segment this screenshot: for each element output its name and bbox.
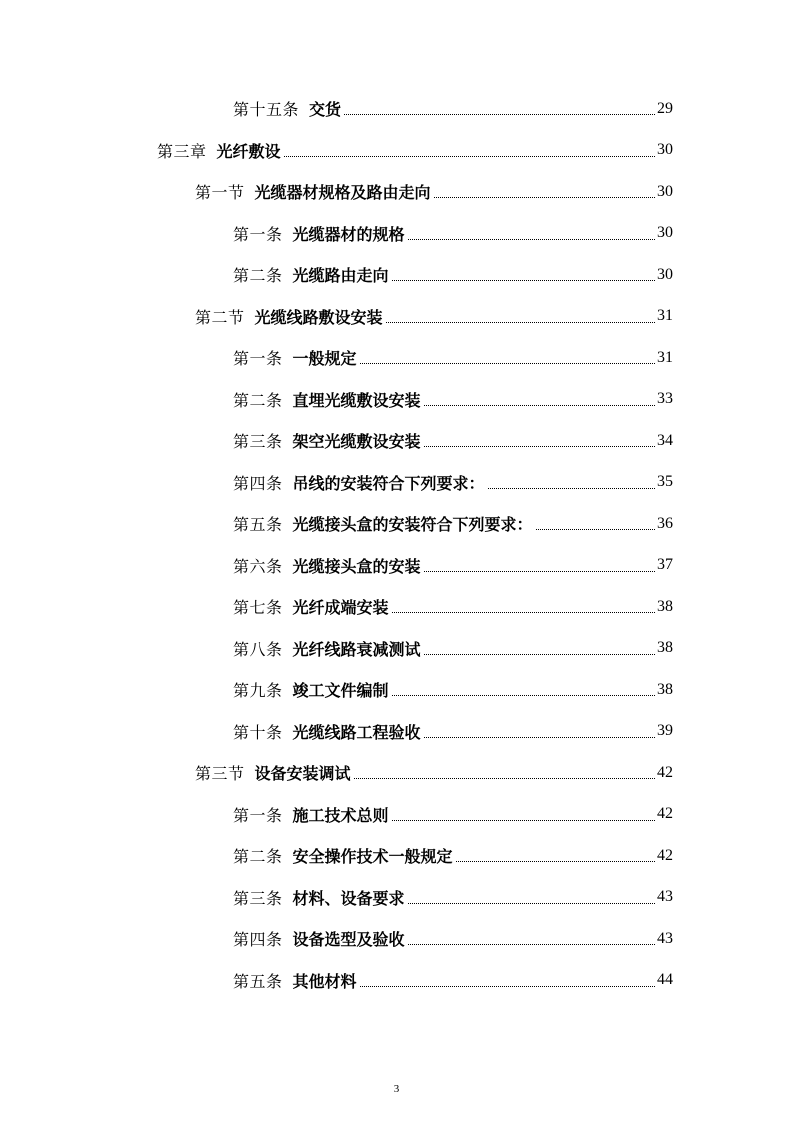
toc-entry-title: 竣工文件编制 (292, 681, 389, 701)
toc-entry[interactable] (0, 296, 793, 338)
toc-entry-number: 第六条 (233, 556, 283, 576)
toc-entry-title: 光缆接头盒的安装 (292, 556, 421, 576)
toc-entry-page: 37 (657, 556, 673, 574)
toc-dot-leader (386, 322, 655, 323)
toc-dot-leader (354, 778, 655, 779)
toc-dot-leader (408, 239, 655, 240)
toc-entry-title: 设备安装调试 (254, 764, 351, 784)
toc-entry[interactable] (0, 794, 793, 836)
toc-entry-title: 直埋光缆敷设安装 (292, 390, 421, 410)
toc-entry-page: 30 (657, 182, 673, 200)
toc-entry[interactable] (0, 462, 793, 504)
toc-entry-number: 第三条 (233, 888, 283, 908)
toc-dot-leader (408, 944, 655, 945)
toc-entry-number: 第二节 (195, 307, 245, 327)
toc-dot-leader (424, 571, 655, 572)
toc-entry-title: 光缆路由走向 (292, 266, 389, 286)
toc-entry-page: 44 (657, 971, 673, 989)
toc-entry-page: 43 (657, 888, 673, 906)
toc-dot-leader (360, 363, 655, 364)
toc-entry-number: 第十五条 (233, 100, 300, 120)
toc-entry[interactable] (0, 420, 793, 462)
toc-entry-page: 43 (657, 929, 673, 947)
toc-dot-leader (284, 156, 655, 157)
toc-entry-title: 交货 (309, 100, 342, 120)
toc-entry[interactable] (0, 960, 793, 1002)
toc-entry-number: 第二条 (233, 266, 283, 286)
toc-entry-number: 第二条 (233, 847, 283, 867)
toc-dot-leader (392, 612, 655, 613)
toc-entry-title: 光缆线路敷设安装 (254, 307, 383, 327)
toc-entry[interactable] (0, 171, 793, 213)
toc-entry-page: 38 (657, 597, 673, 615)
toc-entry-title: 设备选型及验收 (292, 930, 405, 950)
toc-entry-page: 38 (657, 639, 673, 657)
toc-entry-title: 材料、设备要求 (292, 888, 405, 908)
toc-entry-page: 30 (657, 265, 673, 283)
toc-dot-leader (392, 695, 655, 696)
toc-entry-number: 第一条 (233, 805, 283, 825)
toc-dot-leader (424, 654, 655, 655)
toc-entry-number: 第七条 (233, 598, 283, 618)
toc-dot-leader (392, 820, 655, 821)
toc-entry-number: 第二条 (233, 390, 283, 410)
toc-entry[interactable] (0, 88, 793, 130)
toc-entry-number: 第一条 (233, 224, 283, 244)
toc-entry-title: 光纤线路衰减测试 (292, 639, 421, 659)
toc-entry-title: 架空光缆敷设安装 (292, 432, 421, 452)
toc-entry-number: 第三章 (157, 141, 207, 161)
toc-dot-leader (456, 861, 655, 862)
toc-entry-number: 第四条 (233, 473, 283, 493)
toc-entry-page: 34 (657, 431, 673, 449)
toc-entry-page: 30 (657, 141, 673, 159)
table-of-contents (0, 88, 793, 1001)
toc-entry-page: 30 (657, 224, 673, 242)
toc-entry[interactable] (0, 752, 793, 794)
toc-entry-number: 第九条 (233, 681, 283, 701)
toc-entry-page: 38 (657, 680, 673, 698)
toc-entry-title: 施工技术总则 (292, 805, 389, 825)
toc-entry-title: 一般规定 (292, 349, 357, 369)
toc-entry[interactable] (0, 711, 793, 753)
toc-entry-title: 安全操作技术一般规定 (292, 847, 453, 867)
toc-entry-number: 第四条 (233, 930, 283, 950)
toc-entry-number: 第三条 (233, 432, 283, 452)
toc-entry-title: 光缆器材规格及路由走向 (254, 183, 431, 203)
toc-entry[interactable] (0, 918, 793, 960)
toc-entry[interactable] (0, 669, 793, 711)
toc-entry[interactable] (0, 337, 793, 379)
toc-entry-page: 42 (657, 805, 673, 823)
toc-entry-page: 31 (657, 307, 673, 325)
toc-entry-title: 光纤敷设 (216, 141, 281, 161)
toc-entry-page: 39 (657, 722, 673, 740)
toc-entry-page: 36 (657, 514, 673, 532)
toc-dot-leader (424, 405, 655, 406)
toc-entry-number: 第一节 (195, 183, 245, 203)
toc-entry[interactable] (0, 254, 793, 296)
toc-entry-page: 33 (657, 390, 673, 408)
toc-entry[interactable] (0, 379, 793, 421)
toc-entry[interactable] (0, 503, 793, 545)
toc-entry-number: 第八条 (233, 639, 283, 659)
toc-entry-title: 光缆接头盒的安装符合下列要求： (292, 515, 533, 535)
toc-dot-leader (536, 529, 655, 530)
toc-entry[interactable] (0, 628, 793, 670)
toc-entry-title: 光缆器材的规格 (292, 224, 405, 244)
toc-entry-title: 吊线的安装符合下列要求： (292, 473, 485, 493)
toc-entry-title: 光缆线路工程验收 (292, 722, 421, 742)
toc-entry-number: 第五条 (233, 515, 283, 535)
toc-entry-number: 第三节 (195, 764, 245, 784)
toc-entry-page: 29 (657, 99, 673, 117)
toc-entry-title: 其他材料 (292, 971, 357, 991)
toc-entry[interactable] (0, 586, 793, 628)
toc-dot-leader (344, 114, 655, 115)
toc-entry-page: 42 (657, 763, 673, 781)
toc-dot-leader (408, 903, 655, 904)
toc-entry-page: 31 (657, 348, 673, 366)
toc-entry[interactable] (0, 130, 793, 172)
toc-entry[interactable] (0, 835, 793, 877)
toc-entry[interactable] (0, 213, 793, 255)
toc-dot-leader (360, 986, 655, 987)
toc-entry[interactable] (0, 877, 793, 919)
toc-dot-leader (424, 737, 655, 738)
toc-dot-leader (488, 488, 655, 489)
toc-entry-title: 光纤成端安装 (292, 598, 389, 618)
toc-entry[interactable] (0, 545, 793, 587)
page-number: 3 (393, 1083, 400, 1095)
toc-entry-number: 第五条 (233, 971, 283, 991)
toc-dot-leader (434, 197, 655, 198)
toc-entry-page: 35 (657, 473, 673, 491)
toc-dot-leader (424, 446, 655, 447)
toc-entry-page: 42 (657, 846, 673, 864)
toc-entry-number: 第一条 (233, 349, 283, 369)
toc-dot-leader (392, 280, 655, 281)
toc-entry-number: 第十条 (233, 722, 283, 742)
